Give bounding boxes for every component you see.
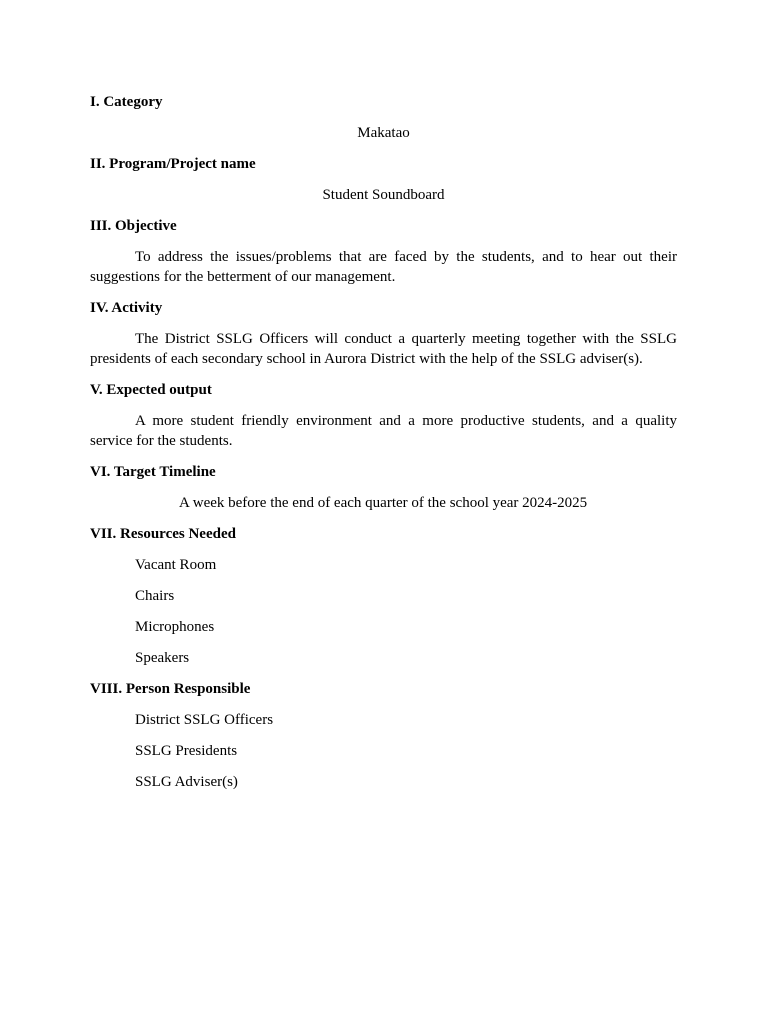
- resource-item: Speakers: [135, 650, 190, 666]
- resource-item: Microphones: [135, 619, 215, 635]
- person-item: District SSLG Officers: [135, 712, 274, 728]
- expected-output-text: A more student friendly environment and a more productive students, and a quality service for the students.: [90, 413, 677, 449]
- program-value: Student Soundboard: [322, 187, 445, 203]
- document-page: [90, 92, 677, 803]
- activity-heading: IV. Activity: [90, 300, 163, 316]
- program-heading: II. Program/Project name: [90, 156, 256, 172]
- persons-heading: VIII. Person Responsible: [90, 681, 251, 697]
- resource-item: Chairs: [135, 588, 175, 604]
- resource-item: Vacant Room: [135, 557, 217, 573]
- person-item: SSLG Presidents: [135, 743, 238, 759]
- objective-heading: III. Objective: [90, 218, 177, 234]
- objective-text: To address the issues/problems that are faced by the students, and to hear out their suggestions for the betterment of our management.: [90, 249, 677, 285]
- category-value: Makatao: [357, 125, 410, 141]
- activity-text: The District SSLG Officers will conduct a quarterly meeting together with the SSLG presidents of each secondary school in Aurora District with the help of the SSLG adviser(s).: [90, 331, 677, 367]
- target-timeline-heading: VI. Target Timeline: [90, 464, 216, 480]
- target-timeline-text: A week before the end of each quarter of the school year 2024-2025: [179, 495, 588, 511]
- expected-output-heading: V. Expected output: [90, 382, 212, 398]
- category-heading: I. Category: [90, 94, 163, 110]
- person-item: SSLG Adviser(s): [135, 774, 238, 790]
- resources-heading: VII. Resources Needed: [90, 526, 236, 542]
